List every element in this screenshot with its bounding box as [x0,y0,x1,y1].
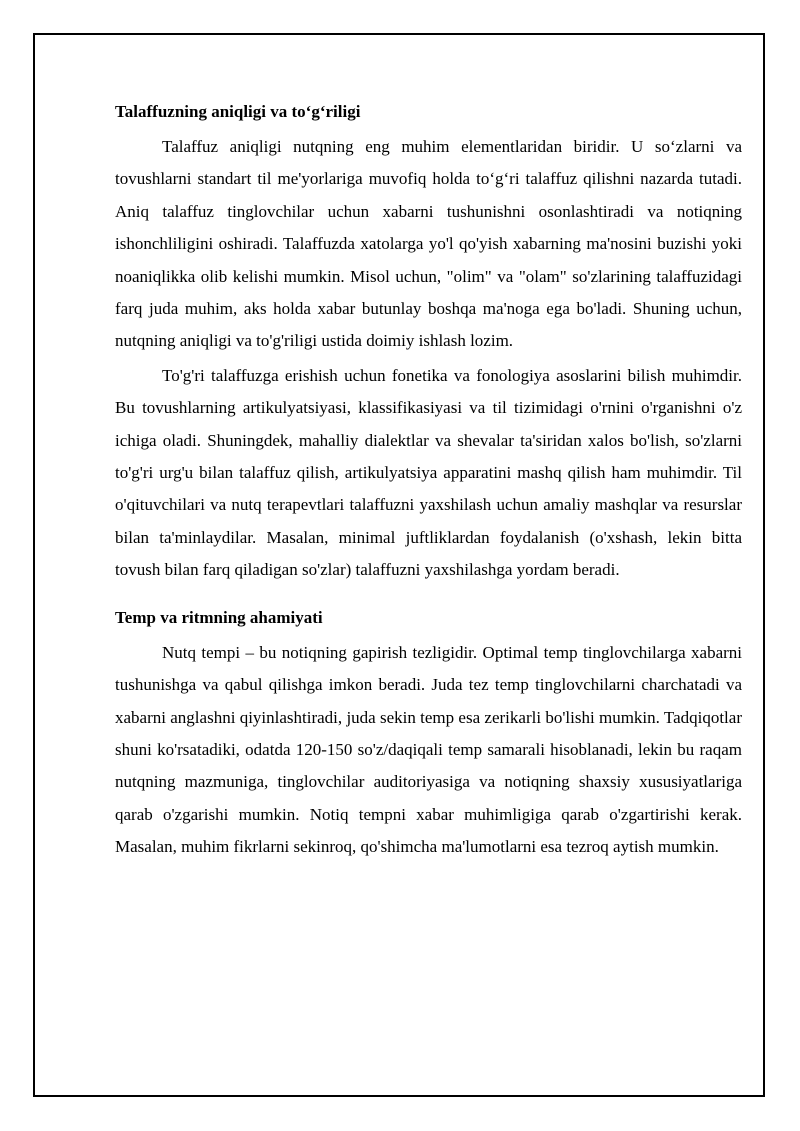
paragraph-pronunciation-2: To'g'ri talaffuzga erishish uchun fonetika va fonologiya asoslarini bilish muhimdir. Bu tovushlarning artikulyatsiyasi, klassifikasiyasi va til tizimidagi o'rnini o'rganishni o'z ichiga oladi. Shuningdek, mahalliy dialektlar va shevalar ta'siridan xalos bo'lish, so'zlarni to'g'ri urg'u bilan talaffuz qilish, artikulyatsiya apparatini mashq qilish ham muhimdir. Til o'qituvchilari va nutq terapevtlari talaffuzni yaxshilash uchun amaliy mashqlar va resurslar bilan ta'minlaydilar. Masalan, minimal juftliklardan foydalanish (o'xshash, lekin bitta tovush bilan farq qiladigan so'zlar) talaffuzni yaxshilashga yordam beradi. [115,365,742,580]
paragraph-pronunciation-1: Talaffuz aniqligi nutqning eng muhim elementlaridan biridir. U so‘zlarni va tovushlarni standart til me'yorlariga muvofiq holda to‘g‘ri talaffuz qilishni nazarda tutadi. Aniq talaffuz tinglovchilar uchun xabarni tushunishni osonlashtiradi va notiqning ishonchliligini oshiradi. Talaffuzda xatolarga yo'l qo'yish xabarning ma'nosini buzishi yoki noaniqlikka olib kelishi mumkin. Misol uchun, "olim" va "olam" so'zlarining talaffuzidagi farq juda muhim, aks holda xabar butunlay boshqa ma'noga ega bo'ladi. Shuning uchun, nutqning aniqligi va to'g'riligi ustida doimiy ishlash lozim. [115,137,742,351]
section-heading-tempo: Temp va ritmning ahamiyati [115,607,323,627]
section-heading-pronunciation: Talaffuzning aniqligi va to‘g‘riligi [115,102,361,121]
document-body [115,98,742,866]
paragraph-tempo-1: Nutq tempi – bu notiqning gapirish tezligidir. Optimal temp tinglovchilarga xabarni tushunishga va qabul qilishga imkon beradi. Juda tez temp tinglovchilarni charchatadi va xabarni anglashni qiyinlashtiradi, juda sekin temp esa zerikarli bo'lishi mumkin. Tadqiqotlar shuni ko'rsatadiki, odatda 120-150 so'z/daqiqali temp samarali hisoblanadi, lekin bu raqam nutqning mazmuniga, tinglovchilar auditoriyasiga va notiqning shaxsiy xususiyatlariga qarab o'zgarishi mumkin. Notiq tempni xabar muhimligiga qarab o'zgartirishi kerak. Masalan, muhim fikrlarni sekinroq, qo'shimcha ma'lumotlarni esa tezroq aytish mumkin. [115,642,742,857]
